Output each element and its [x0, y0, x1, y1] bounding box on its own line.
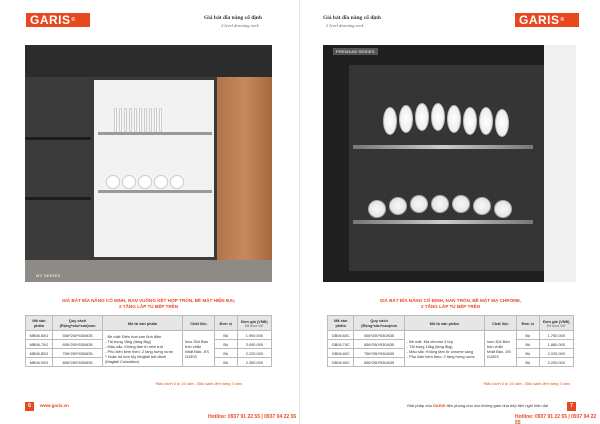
upper-cabinet [25, 45, 272, 77]
hotline: Hotline: 0937 91 22 55 | 0937 94 22 55 [208, 414, 297, 420]
table-title: GIÁ BÁT ĐĨA NÂNG CỐ ĐỊNH, NAN VUÔNG KẾT HỢP TRÒN, BỀ MẶT HIỆN ĐẠI, 2 TẦNG LẮP TỦ BẾP TRÊN [61, 298, 236, 309]
dark-shelf [25, 77, 91, 260]
table-row: GB06.90C 856*250*530/635 Bộ 2.200.000 [328, 358, 574, 367]
table-row: GB06.70C 656*250*530/635 Bộ 1.880.000 [328, 340, 574, 349]
series-tag: MY SERIES [36, 273, 61, 278]
page-number: 6 [25, 402, 34, 411]
material-cell: Inox 304 Bán tròn chắn Nhật Bản, JIS G4303 [182, 331, 214, 367]
upper-rack [353, 145, 533, 149]
description-cell: - Bề mặt: Mạ chrome 3 lớp - Tải trọng 15kg (tầng 8kg) - Màu sắc: Không tầm từ chrome sáng - Phụ kiện kèm theo: 2 tầng hứng nước [404, 331, 484, 367]
garis-logo: GARIS® [26, 13, 90, 27]
table-row: MB06.70G 656*250*530/635 Bộ 2.090.000 [26, 340, 272, 349]
description-cell: - Bề mặt: Điện hoá sơn tĩnh điện - Tải trọng 15kg (tầng 8kg) - Màu sắc: Không tầm từ mini trai - Phụ kiện kèm theo: 2 tầng hứng nước * Hoặc bộ sơn tủy Mogfall trái đánh (Magfall Coloration) [103, 331, 183, 367]
price-table [327, 315, 574, 367]
table-row: MB06.80G 756*250*530/635 Bộ 2.220.000 [26, 349, 272, 358]
table-title: GIÁ BÁT ĐĨA NÂNG CỐ ĐỊNH, NAN TRÒN, BỀ MẶT MẠ CHROME, 2 TẦNG LẮP TỦ BẾP TRÊN [379, 298, 522, 309]
hotline: Hotline: 0937 91 22 55 | 0937 94 22 55 [515, 414, 597, 424]
slogan: Giải pháp của GARIS tiên phong cho mọi không gian nhà bếp tiện nghi hiện đại [407, 403, 549, 408]
table-row: GB06.80C 756*250*530/635 Bộ 2.030.000 [328, 349, 574, 358]
table-row: MB06.60G 556*250*530/635 - Bề mặt: Điện hoá sơn tĩnh điện - Tải trọng 15kg (tầng 8kg) - Màu sắc: Không tầm từ mini trai - Phụ kiện kèm theo: 2 tầng hứng nước * Hoặc bộ sơn tủy Mogfall trái đánh (Magfall Coloration) Inox 304 Bán tròn chắn Nhật Bản, JIS G4303 Bộ 1.990.000 [26, 331, 272, 340]
warranty-note: *Báo hành 6 to 15 năm - Bảo sánh đơn hàng 3 năm [155, 382, 242, 386]
footer [327, 402, 576, 411]
page-title: Giá bát đĩa nâng cố định [204, 15, 262, 21]
right-page [300, 0, 600, 424]
table-header: Mã sản phẩm Quy cách (Rộng*sâu*cao)mm Mô tả sản phẩm Chất liệu Đơn vị Đơn giá (VNĐ) Đã chưa VAT [328, 316, 574, 331]
dish-cabinet [91, 77, 217, 260]
series-tag: PREMIUM SERIES [333, 48, 378, 55]
page-subtitle: 2 level draining rack [326, 23, 364, 28]
countertop [25, 260, 272, 282]
table-header: Mã sản phẩm Quy cách (Rộng*sâu*cao)mm Mô tả sản phẩm Chất liệu Đơn vị Đơn giá (VNĐ) Đã chưa VAT [26, 316, 272, 331]
website-link[interactable]: www.garis.vn [40, 403, 69, 408]
table-row: MB06.90G 856*250*530/635 Bộ 2.350.000 [26, 358, 272, 367]
page-subtitle: 2 level draining rack [221, 23, 259, 28]
table-row: GB06.60C 556*250*530/635 - Bề mặt: Mạ chrome 3 lớp - Tải trọng 15kg (tầng 8kg) - Màu sắc: Không tầm từ chrome sáng - Phụ kiện kèm theo: 2 tầng hứng nước Inox 304 Bán tròn chắn Nhật Bản, JIS G4303 Bộ 1.750.000 [328, 331, 574, 340]
wood-panel [217, 77, 272, 260]
white-wall [544, 45, 576, 282]
page-title: Giá bát đĩa nâng cố định [323, 15, 381, 21]
garis-logo: GARIS® [515, 13, 579, 27]
price-table [25, 315, 272, 367]
lower-rack [353, 220, 533, 224]
page-number: 7 [567, 402, 576, 411]
material-cell: Inox 304 Bán tròn chắn Nhật Bản, JIS G4303 [484, 331, 516, 367]
product-photo [323, 45, 576, 282]
warranty-note: *Bảo hành 6 to 15 năm - Bảo sánh đơn hàng 3 năm [483, 382, 570, 386]
footer [25, 402, 274, 411]
product-photo [25, 45, 272, 282]
cabinet-interior [349, 65, 544, 271]
